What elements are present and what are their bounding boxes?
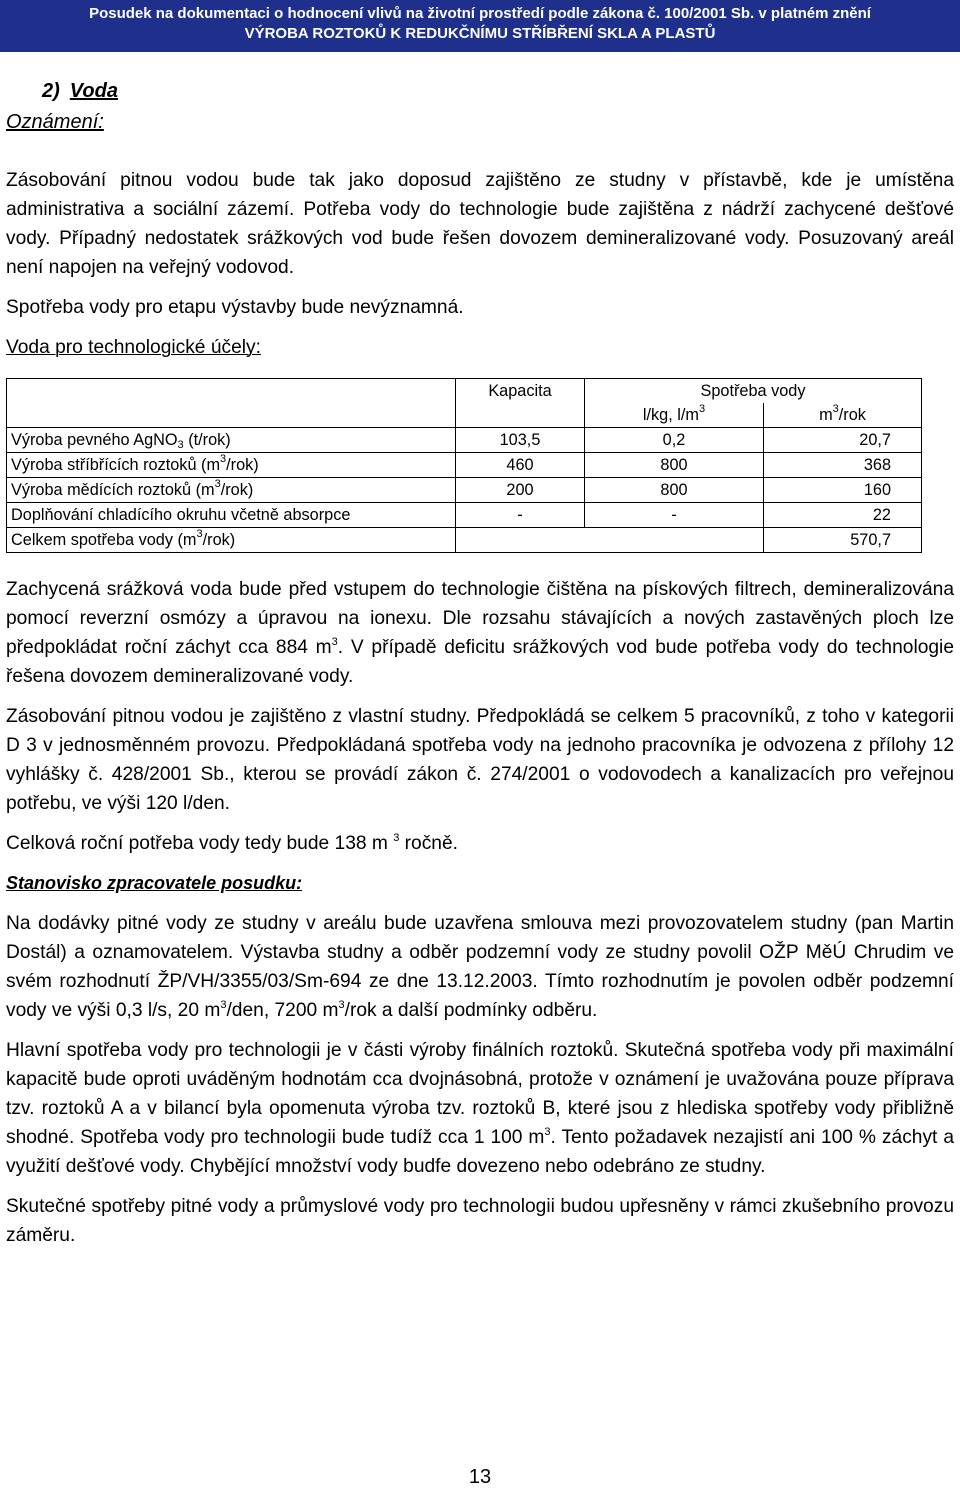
total-label-text: Celkem spotřeba vody (m [11, 531, 197, 549]
notice-heading: Oznámení: [6, 111, 104, 133]
main-consumption-tail: . Tento požadavek nezajistí ani 100 % záchyt a využití dešťové vody. Chybějící množství vody budfe dovezeno nebo odebráno ze studny. [6, 1127, 954, 1177]
yearly-unit-exp: 3 [832, 403, 839, 415]
total-label [7, 528, 456, 553]
main-consumption-exp: 3 [544, 1126, 551, 1138]
table-row [7, 503, 922, 528]
section-number: 2) [42, 80, 60, 102]
total-yearly: 570,7 [764, 528, 922, 553]
rainwater-paragraph [6, 575, 954, 691]
construction-water-paragraph: Spotřeba vody pro etapu výstavby bude nevýznamná. [6, 297, 464, 318]
total-consumption-tail: ročně. [399, 833, 458, 854]
page-number: 13 [468, 1466, 492, 1488]
section-title: Voda [69, 80, 118, 102]
specific-unit-cell [585, 403, 764, 428]
row-label-superscript: 3 [214, 478, 221, 490]
consumption-header: Spotřeba vody [585, 379, 922, 404]
table-row [7, 478, 922, 503]
total-consumption-text: Celková roční potřeba vody tedy bude 138 m [6, 833, 394, 854]
row-yearly: 160 [764, 478, 922, 503]
table-corner-cell [7, 379, 456, 428]
specific-unit-exp: 3 [698, 403, 706, 415]
contract-mid: /den, 7200 m [226, 1000, 339, 1021]
yearly-unit: m [819, 406, 833, 424]
table-row [7, 453, 922, 478]
contract-exp-1: 3 [220, 999, 227, 1011]
row-label-unit: /rok) [220, 481, 254, 499]
section-heading [42, 80, 954, 103]
row-specific: - [585, 503, 764, 528]
document-header [0, 0, 960, 52]
row-label-text: Výroba mědících roztoků (m [11, 481, 215, 499]
header-project-line: VÝROBA ROZTOKŮ K REDUKČNÍMU STŘÍBŘENÍ SKLA A PLASTŮ [244, 25, 716, 42]
total-consumption-paragraph [6, 829, 954, 858]
yearly-unit-tail: /rok [838, 406, 866, 424]
row-label-unit: (t/rok) [183, 431, 231, 449]
total-label-unit: /rok) [202, 531, 236, 549]
row-capacity: 200 [456, 478, 585, 503]
yearly-unit-cell [764, 403, 922, 428]
row-yearly: 22 [764, 503, 922, 528]
header-title-line: Posudek na dokumentaci o hodnocení vlivů na životní prostředí podle zákona č. 100/2001 Sb. v platném znění [89, 5, 871, 22]
contract-text: Na dodávky pitné vody ze studny v areálu bude uzavřena smlouva mezi provozovatelem studny (pan Martin Dostál) a oznamovatelem. Výstavba studny a odběr podzemní vody ze studny povolil OŽP MěÚ Chrudim ve svém rozhodnutí ŽP/VH/3355/03/Sm-694 ze dne 13.12.2003. Tímto rozhodnutím je povolen odběr podzemní vody ve výši 0,3 l/s, 20 m [6, 913, 954, 1021]
row-capacity: 460 [456, 453, 585, 478]
capacity-header: Kapacita [456, 379, 585, 404]
row-yearly: 20,7 [764, 428, 922, 453]
notice-paragraph: Zásobování pitnou vodou bude tak jako doposud zajištěno ze studny v přístavbě, kde je umístěna administrativa a sociální zázemí. Potřeba vody do technologie bude zajištěna z nádrží zachycené dešťové vody. Případný nedostatek srážkových vod bude řešen dovozem demineralizované vody. Posuzovaný areál není napojen na veřejný vodovod. [6, 170, 954, 278]
row-label-text: Výroba pevného AgNO [11, 431, 178, 449]
row-label-superscript: 3 [220, 453, 227, 465]
row-label [7, 478, 456, 503]
final-paragraph: Skutečné spotřeby pitné vody a průmyslové vody pro technologii budou upřesněny v rámci zkušebního provozu záměru. [6, 1196, 954, 1246]
capacity-unit-cell [456, 403, 585, 428]
contract-paragraph [6, 909, 954, 1025]
water-consumption-table [6, 378, 922, 553]
total-consumption-exp: 3 [393, 832, 400, 844]
rainwater-tail: . V případě deficitu srážkových vod bude potřeba vody do technologie řešena dovozem demineralizované vody. [6, 637, 954, 687]
table-total-row [7, 528, 922, 553]
contract-tail: /rok a další podmínky odběru. [344, 1000, 598, 1021]
row-specific: 800 [585, 453, 764, 478]
main-consumption-text: Hlavní spotřeba vody pro technologii je v části výroby finálních roztoků. Skutečná spotřeba vody při maximální kapacitě bude oproti uváděným hodnotám cca dvojnásobná, protože v oznámení je uvažována pouze příprava tzv. roztoků A a v bilancí byla opomenuta výroba tzv. roztoků B, které jsou z hlediska spotřeby vody přibližně shodné. Spotřeba vody pro technologii bude tudíž cca 1 100 m [6, 1040, 954, 1148]
drinking-water-paragraph: Zásobování pitnou vodou je zajištěno z vlastní studny. Předpokládá se celkem 5 pracovníků, z toho v kategorii D 3 v jednosměnném provozu. Předpokládaná spotřeba vody na jednoho pracovníka je odvozena z přílohy 12 vyhlášky č. 428/2001 Sb., kterou se provádí zákon č. 274/2001 o vodovodech a kanalizacích pro veřejnou potřebu, ve výši 120 l/den. [6, 706, 954, 814]
row-label-unit: /rok) [226, 456, 259, 474]
row-capacity: 103,5 [456, 428, 585, 453]
row-label [7, 453, 456, 478]
specific-unit: l/kg, l/m [642, 406, 699, 424]
row-label: Doplňování chladícího okruhu včetně absorpce [7, 503, 456, 528]
opinion-heading: Stanovisko zpracovatele posudku: [6, 873, 303, 893]
row-specific: 0,2 [585, 428, 764, 453]
contract-exp-2: 3 [338, 999, 345, 1011]
page-content [6, 80, 954, 1250]
table-row [7, 428, 922, 453]
row-specific: 800 [585, 478, 764, 503]
tech-water-heading: Voda pro technologické účely: [6, 337, 261, 358]
rainwater-exp: 3 [331, 636, 338, 648]
total-empty-cell [456, 528, 764, 553]
total-label-superscript: 3 [196, 528, 203, 540]
row-label [7, 428, 456, 453]
row-label-text: Výroba stříbřících roztoků (m [11, 456, 221, 474]
main-consumption-paragraph [6, 1036, 954, 1181]
table-header-row [7, 379, 922, 404]
row-capacity: - [456, 503, 585, 528]
row-label-subscript: 3 [177, 439, 184, 451]
rainwater-text: Zachycená srážková voda bude před vstupem do technologie čištěna na pískových filtrech, demineralizována pomocí reverzní osmózy a úpravou na ionexu. Dle rozsahu stávajících a nových zastavěných ploch lze předpokládat roční záchyt cca 884 m [6, 579, 954, 658]
row-yearly: 368 [764, 453, 922, 478]
